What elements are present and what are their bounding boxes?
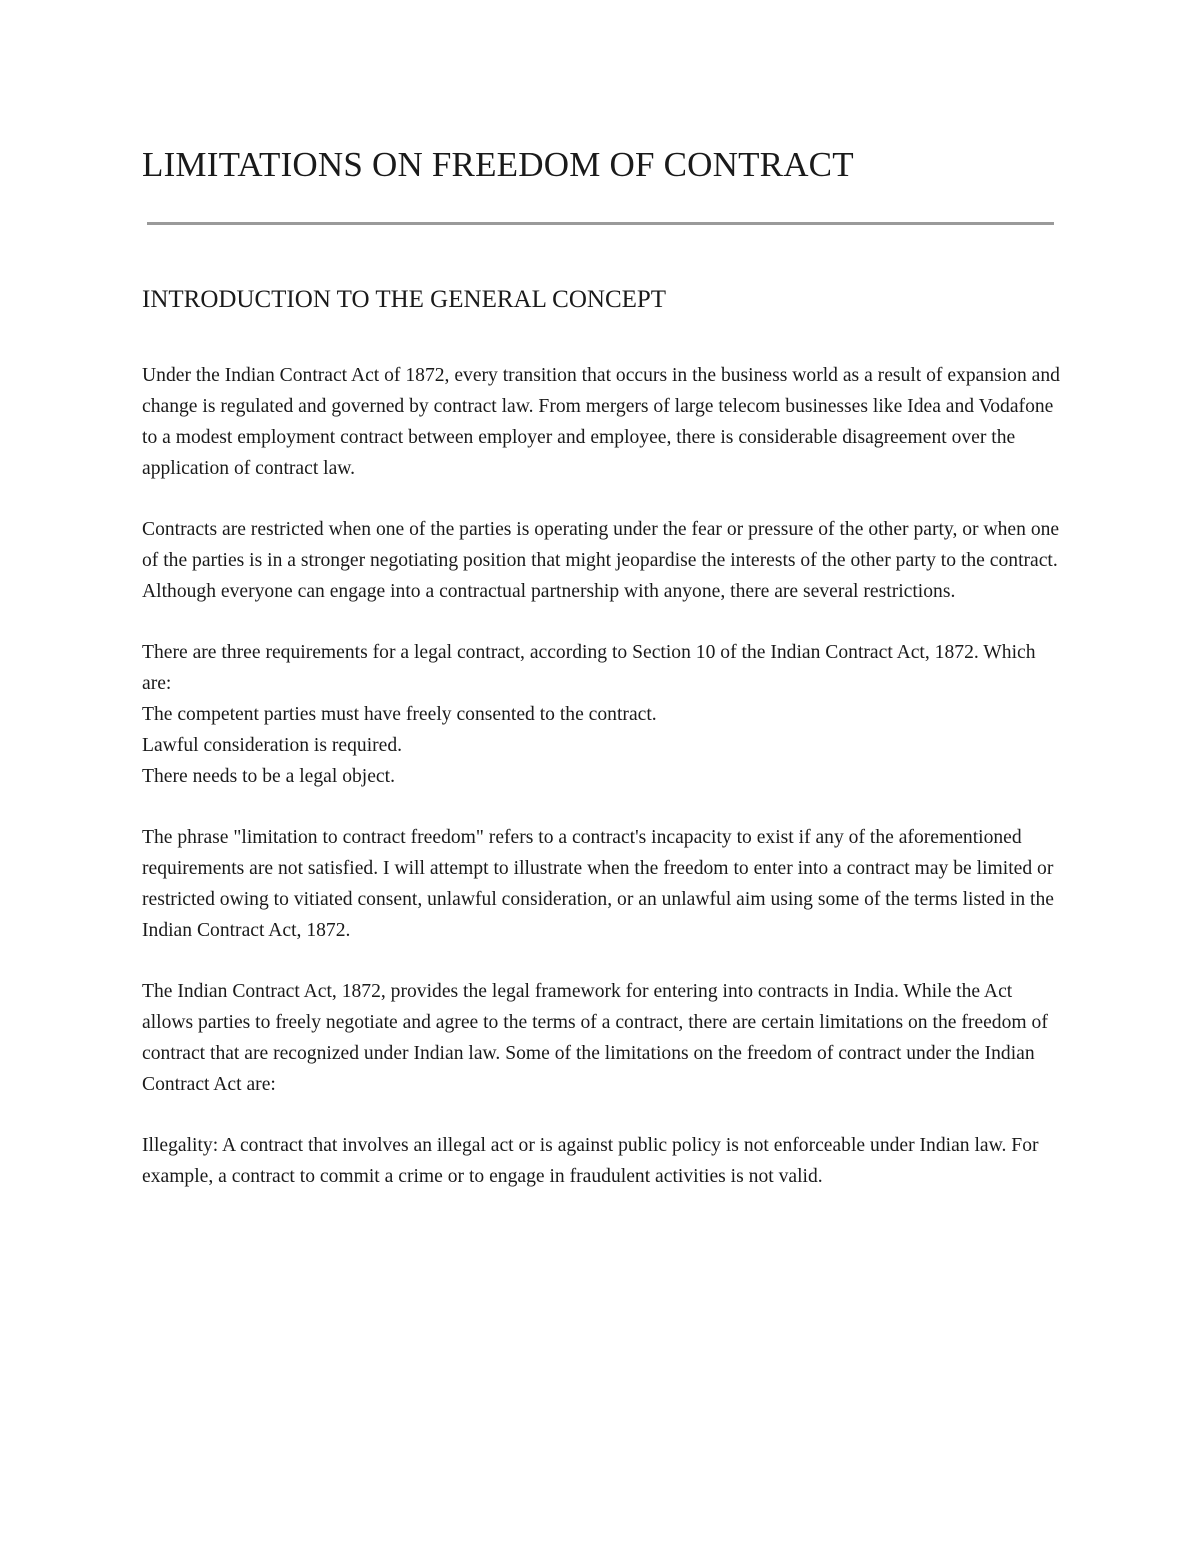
requirement-line: The competent parties must have freely consented to the contract. <box>142 704 657 725</box>
section-heading: INTRODUCTION TO THE GENERAL CONCEPT <box>142 286 667 313</box>
paragraph-legal-framework: The Indian Contract Act, 1872, provides the legal framework for entering into contracts in India. While the Act allows parties to freely negotiate and agree to the terms of a contract, there are certain limitations on the freedom of contract that are recognized under Indian law. Some of the limitations on the freedom of contract under the Indian Contract Act are: <box>142 981 1048 1095</box>
paragraph-requirements-intro: There are three requirements for a legal contract, according to Section 10 of the Indian Contract Act, 1872. Which are: <box>142 642 1036 694</box>
paragraph-limitation-phrase: The phrase "limitation to contract freedom" refers to a contract's incapacity to exist if any of the aforementioned requirements are not satisfied. I will attempt to illustrate when the freedom to enter into a contract may be limited or restricted owing to vitiated consent, unlawful consideration, or an unlawful aim using some of the terms listed in the Indian Contract Act, 1872. <box>142 827 1054 941</box>
document-body <box>142 360 1060 1222</box>
paragraph-restrictions: Contracts are restricted when one of the parties is operating under the fear or pressure of the other party, or when one of the parties is in a stronger negotiating position that might jeopardise the interests of the other party to the contract. Although everyone can engage into a contractual partnership with anyone, there are several restrictions. <box>142 519 1060 602</box>
document-title: LIMITATIONS ON FREEDOM OF CONTRACT <box>142 145 854 184</box>
paragraph-intro: Under the Indian Contract Act of 1872, every transition that occurs in the business world as a result of expansion and change is regulated and governed by contract law. From mergers of large telecom businesses like Idea and Vodafone to a modest employment contract between employer and employee, there is considerable disagreement over the application of contract law. <box>142 365 1060 479</box>
paragraph-illegality: Illegality: A contract that involves an illegal act or is against public policy is not enforceable under Indian law. For example, a contract to commit a crime or to engage in fraudulent activities is not valid. <box>142 1135 1039 1187</box>
horizontal-rule <box>147 222 1054 225</box>
requirement-line: Lawful consideration is required. <box>142 735 403 756</box>
requirement-line: There needs to be a legal object. <box>142 766 395 787</box>
